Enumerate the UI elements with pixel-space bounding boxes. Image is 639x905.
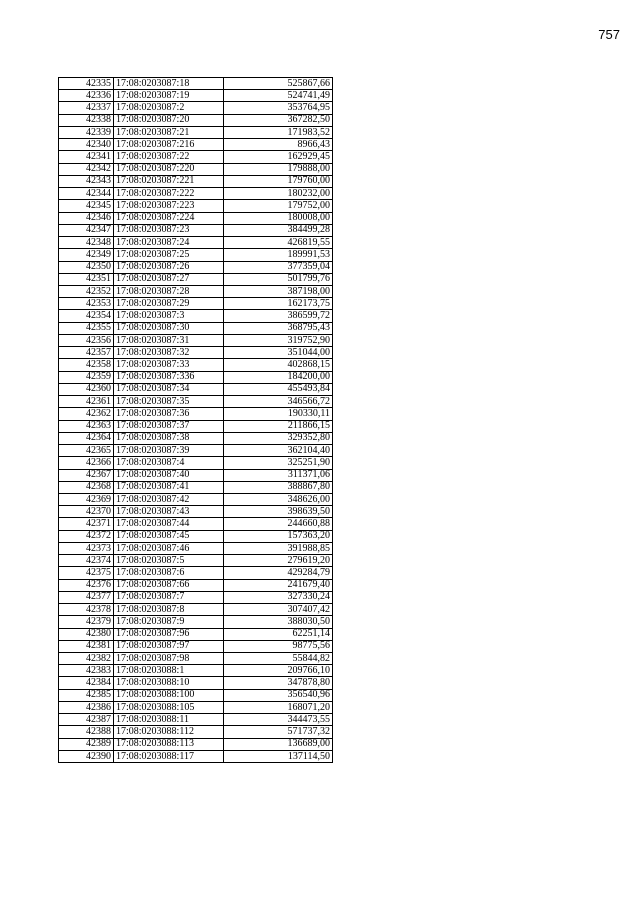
value-cell: 455493,84 <box>224 383 333 395</box>
cadastral-number-cell: 17:08:0203088:10 <box>114 677 224 689</box>
row-number-cell: 42375 <box>59 567 114 579</box>
cadastral-number-cell: 17:08:0203087:44 <box>114 518 224 530</box>
row-number-cell: 42349 <box>59 249 114 261</box>
value-cell: 348626,00 <box>224 493 333 505</box>
cadastral-number-cell: 17:08:0203087:31 <box>114 334 224 346</box>
row-number-cell: 42360 <box>59 383 114 395</box>
value-cell: 241679,40 <box>224 579 333 591</box>
table-row <box>59 322 333 334</box>
value-cell: 367282,50 <box>224 114 333 126</box>
value-cell: 429284,79 <box>224 567 333 579</box>
cadastral-number-cell: 17:08:0203087:23 <box>114 224 224 236</box>
row-number-cell: 42355 <box>59 322 114 334</box>
value-cell: 501799,76 <box>224 273 333 285</box>
value-cell: 189991,53 <box>224 249 333 261</box>
cadastral-number-cell: 17:08:0203087:9 <box>114 616 224 628</box>
cadastral-number-cell: 17:08:0203087:24 <box>114 237 224 249</box>
table-row <box>59 677 333 689</box>
row-number-cell: 42357 <box>59 347 114 359</box>
value-cell: 327330,24 <box>224 591 333 603</box>
value-cell: 62251,14 <box>224 628 333 640</box>
row-number-cell: 42361 <box>59 396 114 408</box>
table-row <box>59 224 333 236</box>
value-cell: 98775,56 <box>224 640 333 652</box>
row-number-cell: 42350 <box>59 261 114 273</box>
value-cell: 162173,75 <box>224 298 333 310</box>
cadastral-number-cell: 17:08:0203087:34 <box>114 383 224 395</box>
table-row <box>59 653 333 665</box>
value-cell: 319752,90 <box>224 334 333 346</box>
row-number-cell: 42342 <box>59 163 114 175</box>
table-row <box>59 567 333 579</box>
row-number-cell: 42376 <box>59 579 114 591</box>
row-number-cell: 42381 <box>59 640 114 652</box>
cadastral-number-cell: 17:08:0203087:224 <box>114 212 224 224</box>
row-number-cell: 42377 <box>59 591 114 603</box>
table-row <box>59 78 333 90</box>
table-row <box>59 518 333 530</box>
cadastral-number-cell: 17:08:0203087:8 <box>114 604 224 616</box>
row-number-cell: 42354 <box>59 310 114 322</box>
row-number-cell: 42386 <box>59 701 114 713</box>
row-number-cell: 42390 <box>59 750 114 762</box>
row-number-cell: 42364 <box>59 432 114 444</box>
value-cell: 179752,00 <box>224 200 333 212</box>
table-row <box>59 665 333 677</box>
row-number-cell: 42351 <box>59 273 114 285</box>
row-number-cell: 42339 <box>59 126 114 138</box>
row-number-cell: 42344 <box>59 188 114 200</box>
table-row <box>59 750 333 762</box>
value-cell: 356540,96 <box>224 689 333 701</box>
cadastral-number-cell: 17:08:0203087:30 <box>114 322 224 334</box>
value-cell: 344473,55 <box>224 714 333 726</box>
value-cell: 398639,50 <box>224 506 333 518</box>
table-row <box>59 542 333 554</box>
value-cell: 377359,04 <box>224 261 333 273</box>
cadastral-number-cell: 17:08:0203088:113 <box>114 738 224 750</box>
value-cell: 179760,00 <box>224 175 333 187</box>
value-cell: 347878,80 <box>224 677 333 689</box>
table-row <box>59 200 333 212</box>
row-number-cell: 42336 <box>59 90 114 102</box>
cadastral-number-cell: 17:08:0203087:18 <box>114 78 224 90</box>
value-cell: 311371,06 <box>224 469 333 481</box>
cadastral-number-cell: 17:08:0203087:6 <box>114 567 224 579</box>
cadastral-number-cell: 17:08:0203087:45 <box>114 530 224 542</box>
value-cell: 211866,15 <box>224 420 333 432</box>
cadastral-number-cell: 17:08:0203087:223 <box>114 200 224 212</box>
row-number-cell: 42362 <box>59 408 114 420</box>
row-number-cell: 42372 <box>59 530 114 542</box>
cadastral-number-cell: 17:08:0203087:32 <box>114 347 224 359</box>
table-row <box>59 701 333 713</box>
table-row <box>59 359 333 371</box>
table-row <box>59 163 333 175</box>
row-number-cell: 42369 <box>59 493 114 505</box>
table-row <box>59 640 333 652</box>
row-number-cell: 42385 <box>59 689 114 701</box>
value-cell: 571737,32 <box>224 726 333 738</box>
row-number-cell: 42378 <box>59 604 114 616</box>
table-row <box>59 261 333 273</box>
value-cell: 279619,20 <box>224 555 333 567</box>
value-cell: 209766,10 <box>224 665 333 677</box>
table-row <box>59 469 333 481</box>
value-cell: 426819,55 <box>224 237 333 249</box>
table-row <box>59 175 333 187</box>
value-cell: 386599,72 <box>224 310 333 322</box>
value-cell: 162929,45 <box>224 151 333 163</box>
value-cell: 168071,20 <box>224 701 333 713</box>
cadastral-number-cell: 17:08:0203087:37 <box>114 420 224 432</box>
value-cell: 351044,00 <box>224 347 333 359</box>
row-number-cell: 42335 <box>59 78 114 90</box>
row-number-cell: 42370 <box>59 506 114 518</box>
cadastral-number-cell: 17:08:0203087:98 <box>114 653 224 665</box>
table-row <box>59 714 333 726</box>
table-row <box>59 420 333 432</box>
value-cell: 179888,00 <box>224 163 333 175</box>
value-cell: 8966,43 <box>224 139 333 151</box>
cadastral-number-cell: 17:08:0203087:40 <box>114 469 224 481</box>
value-cell: 157363,20 <box>224 530 333 542</box>
row-number-cell: 42384 <box>59 677 114 689</box>
value-cell: 184200,00 <box>224 371 333 383</box>
table-row <box>59 249 333 261</box>
cadastral-number-cell: 17:08:0203087:96 <box>114 628 224 640</box>
table-row <box>59 188 333 200</box>
cadastral-number-cell: 17:08:0203087:4 <box>114 457 224 469</box>
table-row <box>59 396 333 408</box>
table-row <box>59 285 333 297</box>
row-number-cell: 42366 <box>59 457 114 469</box>
cadastral-number-cell: 17:08:0203087:97 <box>114 640 224 652</box>
value-cell: 353764,95 <box>224 102 333 114</box>
cadastral-number-cell: 17:08:0203087:221 <box>114 175 224 187</box>
table-row <box>59 493 333 505</box>
row-number-cell: 42374 <box>59 555 114 567</box>
value-cell: 368795,43 <box>224 322 333 334</box>
cadastral-number-cell: 17:08:0203088:100 <box>114 689 224 701</box>
cadastral-number-cell: 17:08:0203088:11 <box>114 714 224 726</box>
row-number-cell: 42340 <box>59 139 114 151</box>
value-cell: 180008,00 <box>224 212 333 224</box>
table-row <box>59 126 333 138</box>
table-row <box>59 408 333 420</box>
row-number-cell: 42347 <box>59 224 114 236</box>
row-number-cell: 42379 <box>59 616 114 628</box>
table-row <box>59 371 333 383</box>
row-number-cell: 42371 <box>59 518 114 530</box>
table-row <box>59 445 333 457</box>
table-row <box>59 628 333 640</box>
row-number-cell: 42387 <box>59 714 114 726</box>
row-number-cell: 42373 <box>59 542 114 554</box>
cadastral-number-cell: 17:08:0203087:2 <box>114 102 224 114</box>
value-cell: 137114,50 <box>224 750 333 762</box>
cadastral-number-cell: 17:08:0203087:41 <box>114 481 224 493</box>
cadastral-number-cell: 17:08:0203088:117 <box>114 750 224 762</box>
row-number-cell: 42358 <box>59 359 114 371</box>
cadastral-number-cell: 17:08:0203087:19 <box>114 90 224 102</box>
cadastral-number-cell: 17:08:0203087:5 <box>114 555 224 567</box>
row-number-cell: 42382 <box>59 653 114 665</box>
table-row <box>59 273 333 285</box>
row-number-cell: 42389 <box>59 738 114 750</box>
value-cell: 180232,00 <box>224 188 333 200</box>
value-cell: 325251,90 <box>224 457 333 469</box>
table-row <box>59 579 333 591</box>
row-number-cell: 42368 <box>59 481 114 493</box>
table-row <box>59 689 333 701</box>
row-number-cell: 42359 <box>59 371 114 383</box>
table-row <box>59 738 333 750</box>
cadastral-number-cell: 17:08:0203087:39 <box>114 445 224 457</box>
table-row <box>59 151 333 163</box>
value-cell: 190330,11 <box>224 408 333 420</box>
value-cell: 387198,00 <box>224 285 333 297</box>
cadastral-number-cell: 17:08:0203087:3 <box>114 310 224 322</box>
value-cell: 329352,80 <box>224 432 333 444</box>
value-cell: 402868,15 <box>224 359 333 371</box>
table-row <box>59 383 333 395</box>
value-cell: 524741,49 <box>224 90 333 102</box>
table-row <box>59 457 333 469</box>
table-row <box>59 481 333 493</box>
cadastral-number-cell: 17:08:0203088:105 <box>114 701 224 713</box>
page-number: 757 <box>598 27 620 42</box>
row-number-cell: 42383 <box>59 665 114 677</box>
row-number-cell: 42348 <box>59 237 114 249</box>
cadastral-number-cell: 17:08:0203087:21 <box>114 126 224 138</box>
table-body <box>59 78 333 763</box>
value-cell: 244660,88 <box>224 518 333 530</box>
cadastral-number-cell: 17:08:0203087:46 <box>114 542 224 554</box>
value-cell: 384499,28 <box>224 224 333 236</box>
table-row <box>59 212 333 224</box>
table-row <box>59 102 333 114</box>
cadastral-number-cell: 17:08:0203087:216 <box>114 139 224 151</box>
cadastral-number-cell: 17:08:0203087:27 <box>114 273 224 285</box>
cadastral-number-cell: 17:08:0203087:336 <box>114 371 224 383</box>
cadastral-number-cell: 17:08:0203087:36 <box>114 408 224 420</box>
table-row <box>59 530 333 542</box>
table-row <box>59 347 333 359</box>
value-cell: 136689,00 <box>224 738 333 750</box>
row-number-cell: 42341 <box>59 151 114 163</box>
table-row <box>59 506 333 518</box>
value-cell: 346566,72 <box>224 396 333 408</box>
table-row <box>59 555 333 567</box>
cadastral-number-cell: 17:08:0203088:112 <box>114 726 224 738</box>
table-row <box>59 114 333 126</box>
row-number-cell: 42352 <box>59 285 114 297</box>
cadastral-number-cell: 17:08:0203087:38 <box>114 432 224 444</box>
cadastral-number-cell: 17:08:0203087:43 <box>114 506 224 518</box>
row-number-cell: 42356 <box>59 334 114 346</box>
cadastral-number-cell: 17:08:0203087:7 <box>114 591 224 603</box>
value-cell: 55844,82 <box>224 653 333 665</box>
table-row <box>59 90 333 102</box>
table-row <box>59 310 333 322</box>
data-table <box>58 77 333 763</box>
value-cell: 525867,66 <box>224 78 333 90</box>
value-cell: 388030,50 <box>224 616 333 628</box>
row-number-cell: 42380 <box>59 628 114 640</box>
value-cell: 362104,40 <box>224 445 333 457</box>
value-cell: 307407,42 <box>224 604 333 616</box>
table-row <box>59 298 333 310</box>
cadastral-number-cell: 17:08:0203087:25 <box>114 249 224 261</box>
cadastral-number-cell: 17:08:0203087:66 <box>114 579 224 591</box>
cadastral-number-cell: 17:08:0203087:33 <box>114 359 224 371</box>
cadastral-number-cell: 17:08:0203087:29 <box>114 298 224 310</box>
table-row <box>59 334 333 346</box>
value-cell: 388867,80 <box>224 481 333 493</box>
cadastral-number-cell: 17:08:0203087:28 <box>114 285 224 297</box>
table-row <box>59 139 333 151</box>
row-number-cell: 42338 <box>59 114 114 126</box>
table-row <box>59 726 333 738</box>
row-number-cell: 42365 <box>59 445 114 457</box>
value-cell: 171983,52 <box>224 126 333 138</box>
row-number-cell: 42345 <box>59 200 114 212</box>
cadastral-number-cell: 17:08:0203087:42 <box>114 493 224 505</box>
row-number-cell: 42343 <box>59 175 114 187</box>
row-number-cell: 42353 <box>59 298 114 310</box>
value-cell: 391988,85 <box>224 542 333 554</box>
table-row <box>59 432 333 444</box>
row-number-cell: 42337 <box>59 102 114 114</box>
cadastral-number-cell: 17:08:0203087:20 <box>114 114 224 126</box>
cadastral-number-cell: 17:08:0203087:22 <box>114 151 224 163</box>
cadastral-number-cell: 17:08:0203087:35 <box>114 396 224 408</box>
table-row <box>59 591 333 603</box>
row-number-cell: 42346 <box>59 212 114 224</box>
cadastral-number-cell: 17:08:0203087:26 <box>114 261 224 273</box>
cadastral-number-cell: 17:08:0203088:1 <box>114 665 224 677</box>
table-row <box>59 237 333 249</box>
table-row <box>59 604 333 616</box>
table-row <box>59 616 333 628</box>
row-number-cell: 42388 <box>59 726 114 738</box>
row-number-cell: 42367 <box>59 469 114 481</box>
cadastral-number-cell: 17:08:0203087:222 <box>114 188 224 200</box>
cadastral-number-cell: 17:08:0203087:220 <box>114 163 224 175</box>
row-number-cell: 42363 <box>59 420 114 432</box>
